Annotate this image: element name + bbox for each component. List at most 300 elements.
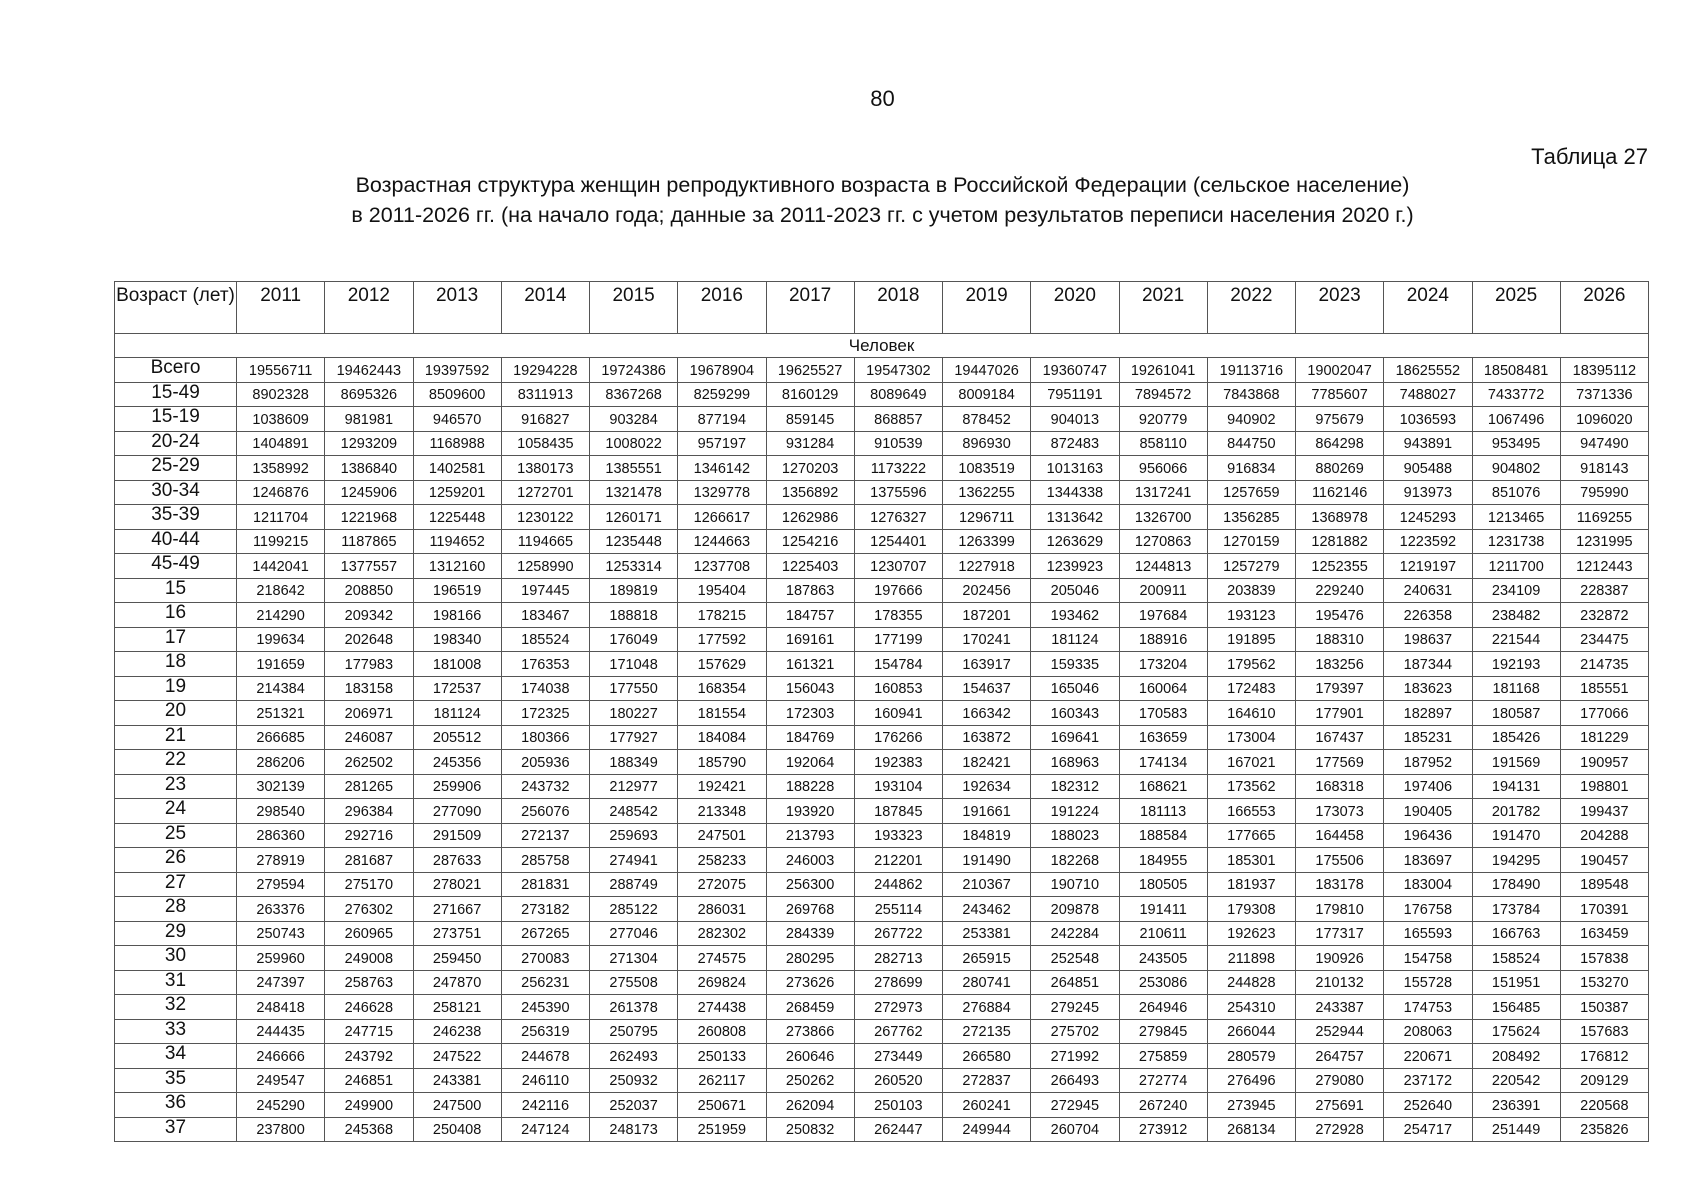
table-cell: 192421 [678, 774, 766, 799]
table-cell: 273182 [501, 897, 589, 922]
table-cell: 271992 [1031, 1044, 1119, 1069]
header-row [115, 282, 1649, 334]
table-cell: 181113 [1119, 799, 1207, 824]
table-cell: 252944 [1296, 1019, 1384, 1044]
table-cell: 258763 [325, 970, 413, 995]
table-cell: 1008022 [590, 431, 678, 456]
table-cell: 19447026 [943, 358, 1031, 383]
table-cell: 243505 [1119, 946, 1207, 971]
table-cell: 187863 [766, 578, 854, 603]
table-cell: 247397 [237, 970, 325, 995]
table-cell: 19002047 [1296, 358, 1384, 383]
table-cell: 182268 [1031, 848, 1119, 873]
table-cell: 256231 [501, 970, 589, 995]
table-cell: 154758 [1384, 946, 1472, 971]
table-cell: 1293209 [325, 431, 413, 456]
table-cell: 246628 [325, 995, 413, 1020]
table-cell: 163659 [1119, 725, 1207, 750]
table-cell: 232872 [1560, 603, 1648, 628]
table-cell: 196519 [413, 578, 501, 603]
table-cell: 174753 [1384, 995, 1472, 1020]
table-cell: 1231995 [1560, 529, 1648, 554]
table-cell: 220542 [1472, 1068, 1560, 1093]
table-cell: 190457 [1560, 848, 1648, 873]
table-cell: 252037 [590, 1093, 678, 1118]
table-cell: 192623 [1207, 921, 1295, 946]
table-cell: 1212443 [1560, 554, 1648, 579]
table-cell: 243732 [501, 774, 589, 799]
year-header: 2011 [237, 282, 325, 334]
table-cell: 157629 [678, 652, 766, 677]
table-cell: 1083519 [943, 456, 1031, 481]
table-cell: 182312 [1031, 774, 1119, 799]
table-cell: 250408 [413, 1117, 501, 1142]
table-cell: 176266 [854, 725, 942, 750]
table-cell: 1329778 [678, 480, 766, 505]
table-cell: 160941 [854, 701, 942, 726]
table-cell: 1321478 [590, 480, 678, 505]
table-cell: 177569 [1296, 750, 1384, 775]
table-cell: 163917 [943, 652, 1031, 677]
table-cell: 1263399 [943, 529, 1031, 554]
table-row [115, 505, 1649, 530]
table-cell: 18508481 [1472, 358, 1560, 383]
table-cell: 877194 [678, 407, 766, 432]
table-row [115, 529, 1649, 554]
table-cell: 1258990 [501, 554, 589, 579]
table-cell: 154637 [943, 676, 1031, 701]
table-cell: 235826 [1560, 1117, 1648, 1142]
table-cell: 188023 [1031, 823, 1119, 848]
year-header: 2019 [943, 282, 1031, 334]
table-cell: 280741 [943, 970, 1031, 995]
table-cell: 242116 [501, 1093, 589, 1118]
data-table [114, 281, 1649, 1142]
row-label: 30 [115, 946, 237, 971]
table-cell: 209342 [325, 603, 413, 628]
table-cell: 844750 [1207, 431, 1295, 456]
table-cell: 193920 [766, 799, 854, 824]
table-cell: 237172 [1384, 1068, 1472, 1093]
table-cell: 259450 [413, 946, 501, 971]
table-cell: 245390 [501, 995, 589, 1020]
table-cell: 1213465 [1472, 505, 1560, 530]
table-cell: 279080 [1296, 1068, 1384, 1093]
table-cell: 267722 [854, 921, 942, 946]
table-cell: 1262986 [766, 505, 854, 530]
table-cell: 19678904 [678, 358, 766, 383]
table-row [115, 652, 1649, 677]
table-cell: 7785607 [1296, 382, 1384, 407]
table-cell: 859145 [766, 407, 854, 432]
table-cell: 285758 [501, 848, 589, 873]
unit-row [115, 334, 1649, 358]
table-cell: 1223592 [1384, 529, 1472, 554]
table-cell: 1221968 [325, 505, 413, 530]
table-cell: 243387 [1296, 995, 1384, 1020]
table-cell: 280579 [1207, 1044, 1295, 1069]
table-cell: 247522 [413, 1044, 501, 1069]
table-cell: 190957 [1560, 750, 1648, 775]
table-cell: 1326700 [1119, 505, 1207, 530]
table-cell: 246666 [237, 1044, 325, 1069]
table-cell: 19462443 [325, 358, 413, 383]
table-cell: 184757 [766, 603, 854, 628]
table-cell: 195404 [678, 578, 766, 603]
table-cell: 191569 [1472, 750, 1560, 775]
table-cell: 166342 [943, 701, 1031, 726]
table-cell: 266580 [943, 1044, 1031, 1069]
table-row [115, 848, 1649, 873]
table-cell: 250671 [678, 1093, 766, 1118]
table-row [115, 554, 1649, 579]
table-cell: 1312160 [413, 554, 501, 579]
table-cell: 249900 [325, 1093, 413, 1118]
table-cell: 191661 [943, 799, 1031, 824]
table-cell: 258121 [413, 995, 501, 1020]
table-cell: 245368 [325, 1117, 413, 1142]
table-cell: 279245 [1031, 995, 1119, 1020]
table-cell: 7433772 [1472, 382, 1560, 407]
table-cell: 1036593 [1384, 407, 1472, 432]
table-cell: 19397592 [413, 358, 501, 383]
table-cell: 243381 [413, 1068, 501, 1093]
table-row [115, 946, 1649, 971]
table-cell: 176049 [590, 627, 678, 652]
table-cell: 1358992 [237, 456, 325, 481]
table-cell: 243462 [943, 897, 1031, 922]
year-header: 2025 [1472, 282, 1560, 334]
table-cell: 200911 [1119, 578, 1207, 603]
table-cell: 249008 [325, 946, 413, 971]
row-label: 20 [115, 701, 237, 726]
table-cell: 193104 [854, 774, 942, 799]
table-cell: 189819 [590, 578, 678, 603]
table-cell: 285122 [590, 897, 678, 922]
table-cell: 208063 [1384, 1019, 1472, 1044]
table-cell: 1162146 [1296, 480, 1384, 505]
table-cell: 156485 [1472, 995, 1560, 1020]
table-cell: 872483 [1031, 431, 1119, 456]
table-cell: 248173 [590, 1117, 678, 1142]
table-cell: 187952 [1384, 750, 1472, 775]
table-cell: 250103 [854, 1093, 942, 1118]
table-cell: 251959 [678, 1117, 766, 1142]
table-cell: 180366 [501, 725, 589, 750]
table-cell: 1270203 [766, 456, 854, 481]
table-cell: 196436 [1384, 823, 1472, 848]
table-cell: 185301 [1207, 848, 1295, 873]
table-cell: 244678 [501, 1044, 589, 1069]
table-cell: 940902 [1207, 407, 1295, 432]
table-cell: 18625552 [1384, 358, 1472, 383]
year-header: 2016 [678, 282, 766, 334]
table-cell: 242284 [1031, 921, 1119, 946]
table-cell: 1254216 [766, 529, 854, 554]
table-cell: 157838 [1560, 946, 1648, 971]
table-cell: 8259299 [678, 382, 766, 407]
table-cell: 267265 [501, 921, 589, 946]
table-cell: 262094 [766, 1093, 854, 1118]
table-cell: 177983 [325, 652, 413, 677]
table-cell: 210611 [1119, 921, 1207, 946]
table-cell: 903284 [590, 407, 678, 432]
table-cell: 172325 [501, 701, 589, 726]
table-cell: 1281882 [1296, 529, 1384, 554]
table-cell: 252640 [1384, 1093, 1472, 1118]
table-cell: 170241 [943, 627, 1031, 652]
table-cell: 272973 [854, 995, 942, 1020]
table-row [115, 921, 1649, 946]
table-cell: 169161 [766, 627, 854, 652]
table-cell: 160343 [1031, 701, 1119, 726]
table-cell: 268459 [766, 995, 854, 1020]
row-label: 18 [115, 652, 237, 677]
table-cell: 247715 [325, 1019, 413, 1044]
table-cell: 157683 [1560, 1019, 1648, 1044]
table-cell: 1230707 [854, 554, 942, 579]
table-row [115, 970, 1649, 995]
table-cell: 211898 [1207, 946, 1295, 971]
table-row [115, 358, 1649, 383]
table-row [115, 578, 1649, 603]
table-cell: 213348 [678, 799, 766, 824]
table-cell: 181008 [413, 652, 501, 677]
table-cell: 947490 [1560, 431, 1648, 456]
table-cell: 159335 [1031, 652, 1119, 677]
table-cell: 1211700 [1472, 554, 1560, 579]
table-cell: 250932 [590, 1068, 678, 1093]
title-line-2: в 2011-2026 гг. (на начало года; данные за 2011-2023 гг. с учетом результатов переписи населения 2020 г.) [351, 203, 1414, 227]
table-cell: 190405 [1384, 799, 1472, 824]
table-cell: 8160129 [766, 382, 854, 407]
table-cell: 187845 [854, 799, 942, 824]
table-cell: 1245293 [1384, 505, 1472, 530]
table-cell: 275508 [590, 970, 678, 995]
table-cell: 175506 [1296, 848, 1384, 873]
table-title [0, 170, 1697, 230]
table-cell: 205046 [1031, 578, 1119, 603]
row-label: 17 [115, 627, 237, 652]
table-cell: 177901 [1296, 701, 1384, 726]
table-cell: 248542 [590, 799, 678, 824]
table-cell: 904802 [1472, 456, 1560, 481]
table-cell: 1194665 [501, 529, 589, 554]
table-cell: 165593 [1384, 921, 1472, 946]
table-cell: 250133 [678, 1044, 766, 1069]
table-cell: 209129 [1560, 1068, 1648, 1093]
table-cell: 255114 [854, 897, 942, 922]
table-number: Таблица 27 [1531, 144, 1648, 169]
table-cell: 19261041 [1119, 358, 1207, 383]
table-cell: 260520 [854, 1068, 942, 1093]
table-cell: 1231738 [1472, 529, 1560, 554]
table-cell: 185524 [501, 627, 589, 652]
title-line-1: Возрастная структура женщин репродуктивного возраста в Российской Федерации (сельское население) [355, 173, 1410, 197]
table-cell: 1252355 [1296, 554, 1384, 579]
table-cell: 238482 [1472, 603, 1560, 628]
table-cell: 19113716 [1207, 358, 1295, 383]
table-cell: 249547 [237, 1068, 325, 1093]
row-label: 16 [115, 603, 237, 628]
row-label: 34 [115, 1044, 237, 1069]
table-cell: 179810 [1296, 897, 1384, 922]
table-cell: 868857 [854, 407, 942, 432]
table-cell: 213793 [766, 823, 854, 848]
table-cell: 197666 [854, 578, 942, 603]
table-cell: 177066 [1560, 701, 1648, 726]
table-cell: 181124 [413, 701, 501, 726]
table-cell: 1038609 [237, 407, 325, 432]
table-cell: 284339 [766, 921, 854, 946]
table-cell: 252548 [1031, 946, 1119, 971]
table-cell: 237800 [237, 1117, 325, 1142]
table-cell: 946570 [413, 407, 501, 432]
table-cell: 181554 [678, 701, 766, 726]
table-cell: 203839 [1207, 578, 1295, 603]
table-cell: 245356 [413, 750, 501, 775]
table-cell: 247501 [678, 823, 766, 848]
table-cell: 158524 [1472, 946, 1560, 971]
table-cell: 1168988 [413, 431, 501, 456]
table-cell: 188584 [1119, 823, 1207, 848]
table-cell: 288749 [590, 872, 678, 897]
table-cell: 272837 [943, 1068, 1031, 1093]
table-cell: 167021 [1207, 750, 1295, 775]
table-cell: 251321 [237, 701, 325, 726]
table-cell: 275702 [1031, 1019, 1119, 1044]
table-cell: 197684 [1119, 603, 1207, 628]
table-cell: 1230122 [501, 505, 589, 530]
row-label: 22 [115, 750, 237, 775]
table-cell: 1058435 [501, 431, 589, 456]
table-cell: 155728 [1384, 970, 1472, 995]
table-cell: 249944 [943, 1117, 1031, 1142]
page-number: 80 [870, 86, 895, 111]
table-cell: 1346142 [678, 456, 766, 481]
table-cell: 248418 [237, 995, 325, 1020]
table-cell: 1270159 [1207, 529, 1295, 554]
table-cell: 190926 [1296, 946, 1384, 971]
table-cell: 199634 [237, 627, 325, 652]
table-cell: 191470 [1472, 823, 1560, 848]
table-cell: 1169255 [1560, 505, 1648, 530]
table-cell: 8009184 [943, 382, 1031, 407]
row-label: 33 [115, 1019, 237, 1044]
table-cell: 264851 [1031, 970, 1119, 995]
table-cell: 156043 [766, 676, 854, 701]
table-cell: 274941 [590, 848, 678, 873]
table-cell: 1356892 [766, 480, 854, 505]
table-cell: 271304 [590, 946, 678, 971]
table-cell: 184769 [766, 725, 854, 750]
table-cell: 264946 [1119, 995, 1207, 1020]
table-cell: 181229 [1560, 725, 1648, 750]
table-cell: 260808 [678, 1019, 766, 1044]
table-cell: 1219197 [1384, 554, 1472, 579]
table-cell: 1442041 [237, 554, 325, 579]
table-cell: 205936 [501, 750, 589, 775]
table-cell: 220671 [1384, 1044, 1472, 1069]
table-cell: 184955 [1119, 848, 1207, 873]
row-label: 32 [115, 995, 237, 1020]
table-cell: 188349 [590, 750, 678, 775]
table-cell: 273751 [413, 921, 501, 946]
table-cell: 8902328 [237, 382, 325, 407]
table-row [115, 872, 1649, 897]
table-cell: 214735 [1560, 652, 1648, 677]
table-row [115, 823, 1649, 848]
table-cell: 198801 [1560, 774, 1648, 799]
table-cell: 8089649 [854, 382, 942, 407]
table-cell: 260241 [943, 1093, 1031, 1118]
table-cell: 291509 [413, 823, 501, 848]
table-cell: 208850 [325, 578, 413, 603]
table-cell: 281831 [501, 872, 589, 897]
table-cell: 188818 [590, 603, 678, 628]
table-cell: 180227 [590, 701, 678, 726]
table-cell: 278021 [413, 872, 501, 897]
table-cell: 1246876 [237, 480, 325, 505]
table-cell: 1260171 [590, 505, 678, 530]
table-cell: 878452 [943, 407, 1031, 432]
table-cell: 166553 [1207, 799, 1295, 824]
row-label: 25 [115, 823, 237, 848]
table-cell: 197406 [1384, 774, 1472, 799]
table-cell: 229240 [1296, 578, 1384, 603]
table-row [115, 995, 1649, 1020]
table-cell: 169641 [1031, 725, 1119, 750]
table-row [115, 701, 1649, 726]
table-cell: 262493 [590, 1044, 678, 1069]
table-cell: 180505 [1119, 872, 1207, 897]
table-cell: 228387 [1560, 578, 1648, 603]
table-cell: 183467 [501, 603, 589, 628]
table-cell: 198637 [1384, 627, 1472, 652]
table-cell: 245290 [237, 1093, 325, 1118]
table-cell: 181937 [1207, 872, 1295, 897]
table-cell: 1368978 [1296, 505, 1384, 530]
table-row [115, 456, 1649, 481]
table-cell: 259906 [413, 774, 501, 799]
table-cell: 177317 [1296, 921, 1384, 946]
table-row [115, 382, 1649, 407]
table-cell: 185231 [1384, 725, 1472, 750]
table-cell: 177550 [590, 676, 678, 701]
table-cell: 173004 [1207, 725, 1295, 750]
year-header: 2021 [1119, 282, 1207, 334]
row-label: 23 [115, 774, 237, 799]
table-cell: 259693 [590, 823, 678, 848]
row-label: 35 [115, 1068, 237, 1093]
table-cell: 1257659 [1207, 480, 1295, 505]
table-cell: 246851 [325, 1068, 413, 1093]
table-row [115, 725, 1649, 750]
age-header: Возраст (лет) [115, 282, 237, 334]
table-cell: 185426 [1472, 725, 1560, 750]
table-cell: 7951191 [1031, 382, 1119, 407]
table-cell: 1245906 [325, 480, 413, 505]
table-cell: 276884 [943, 995, 1031, 1020]
table-cell: 210132 [1296, 970, 1384, 995]
table-cell: 170583 [1119, 701, 1207, 726]
table-row [115, 897, 1649, 922]
table-cell: 858110 [1119, 431, 1207, 456]
table-cell: 271667 [413, 897, 501, 922]
table-cell: 262447 [854, 1117, 942, 1142]
table-cell: 864298 [1296, 431, 1384, 456]
year-header: 2024 [1384, 282, 1472, 334]
